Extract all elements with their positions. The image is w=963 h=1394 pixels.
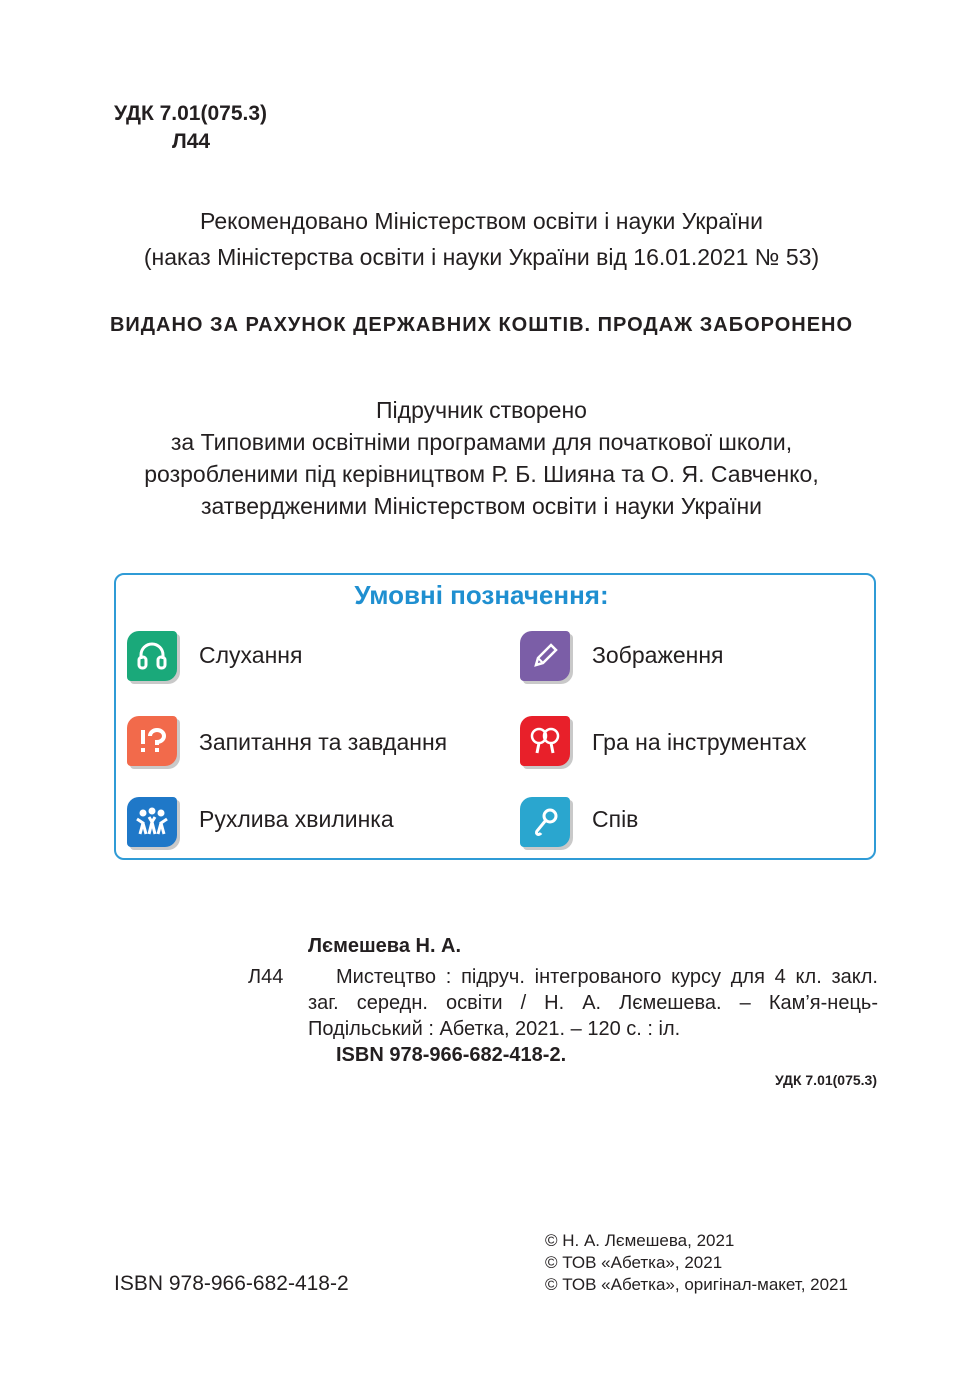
textbook-note-line-2: за Типовими освітніми програмами для початкової школи, [170,429,793,455]
author-mark: Л44 [172,130,211,153]
legend-label-singing: Спів [592,806,639,832]
textbook-note-line-4: затвердженими Міністерством освіти і науки України [200,493,763,519]
headphones-icon [127,631,177,681]
maracas-icon [520,716,570,766]
copyright-block [545,1230,848,1296]
catalog-code: Л44 [248,966,284,988]
copyright-line-3: © ТОВ «Абетка», оригінал-макет, 2021 [545,1275,848,1294]
isbn-bottom: ISBN 978-966-682-418-2 [114,1272,349,1295]
udk-block [114,100,267,156]
catalog-isbn: ISBN 978-966-682-418-2. [336,1044,567,1066]
recommendation-line-1: Рекомендовано Міністерством освіти і науки України [200,208,763,234]
funded-notice: ВИДАНО ЗА РАХУНОК ДЕРЖАВНИХ КОШТІВ. ПРОДАЖ ЗАБОРОНЕНО [109,314,854,336]
legend-label-listening: Слухання [199,642,303,668]
legend-label-drawing: Зображення [592,642,724,668]
textbook-note-line-1: Підручник створено [376,397,587,423]
recommendation [0,203,963,275]
catalog-description: Мистецтво : підруч. інтегрованого курсу для 4 кл. закл. заг. середн. освіти / Н. А. Лємешева. – Кам’я-нець-Подільський : Абетка, 2021. – 120 с. : іл. [308,966,878,1040]
catalog-udk: УДК 7.01(075.3) [774,1072,877,1088]
recommendation-line-2: (наказ Міністерства освіти і науки України від 16.01.2021 № 53) [143,244,820,270]
copyright-line-2: © ТОВ «Абетка», 2021 [545,1253,723,1272]
legend-title: Умовні позначення: [354,580,609,610]
microphone-icon [520,797,570,847]
pencil-icon [520,631,570,681]
legend-label-movement: Рухлива хвилинка [199,806,394,832]
udk-code: УДК 7.01(075.3) [114,102,268,125]
textbook-note-line-3: розробленими під керівництвом Р. Б. Шияна та О. Я. Савченко, [144,461,819,487]
legend-label-instruments: Гра на інструментах [592,729,807,755]
dancing-people-icon [127,797,177,847]
catalog-author: Лємешева Н. А. [308,935,462,957]
legend-label-questions: Запитання та завдання [199,729,448,755]
question-icon [127,716,177,766]
copyright-line-1: © Н. А. Лємешева, 2021 [545,1231,735,1250]
textbook-note [0,394,963,522]
